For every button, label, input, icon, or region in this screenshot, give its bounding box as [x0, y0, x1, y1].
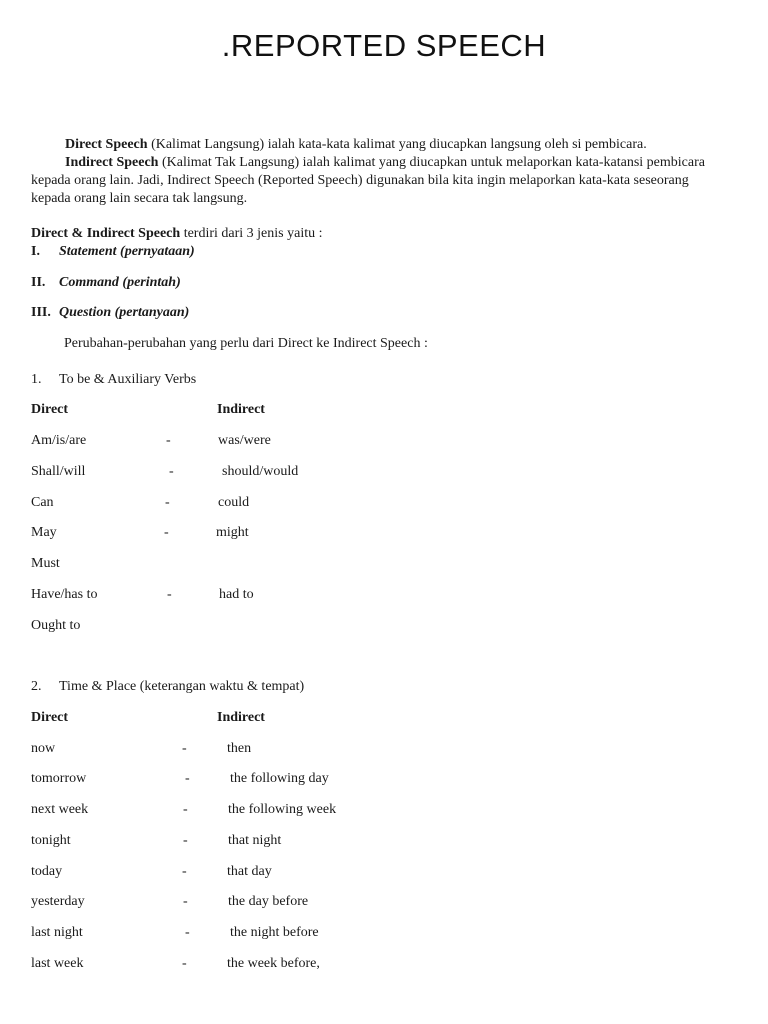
- dash-cell: -: [166, 433, 171, 448]
- column-header-indirect: Indirect: [217, 710, 265, 725]
- dash-cell: -: [185, 925, 190, 940]
- type-label: Statement (pernyataan): [59, 244, 195, 259]
- direct-cell: last week: [31, 956, 84, 971]
- dash-cell: -: [183, 802, 188, 817]
- direct-cell: today: [31, 864, 63, 879]
- table-row: [31, 956, 731, 974]
- indirect-cell: the day before: [228, 894, 309, 909]
- direct-cell: now: [31, 741, 56, 756]
- type-label: Command (perintah): [59, 275, 181, 290]
- types-heading: [31, 226, 322, 242]
- type-item: [31, 305, 189, 321]
- indirect-cell: could: [218, 495, 250, 510]
- changes-intro: Perubahan-perubahan yang perlu dari Direct ke Indirect Speech :: [64, 336, 428, 351]
- dash-cell: -: [182, 864, 187, 879]
- table-row: [31, 556, 731, 574]
- table-row: [31, 833, 731, 851]
- page-title: .REPORTED SPEECH: [221, 28, 547, 63]
- type-label: Question (pertanyaan): [59, 305, 190, 320]
- type-item: [31, 244, 195, 260]
- type-item: [31, 275, 181, 291]
- indirect-cell: the following week: [228, 802, 337, 817]
- dash-cell: -: [182, 741, 187, 756]
- section-1-title: To be & Auxiliary Verbs: [59, 372, 197, 387]
- direct-cell: next week: [31, 802, 89, 817]
- indirect-cell: the week before,: [227, 956, 320, 971]
- table-row: [31, 464, 731, 482]
- direct-cell: Can: [31, 495, 54, 510]
- indirect-cell: was/were: [218, 433, 271, 448]
- indirect-cell: the following day: [230, 771, 329, 786]
- indirect-cell: might: [216, 525, 249, 540]
- indirect-cell: that day: [227, 864, 272, 879]
- type-number: III.: [31, 305, 51, 320]
- table-row: [31, 925, 731, 943]
- dash-cell: -: [182, 956, 187, 971]
- direct-speech-text: (Kalimat Langsung) ialah kata-kata kalimat yang diucapkan langsung oleh si pembicara.: [147, 137, 647, 152]
- section-1-header-row: [31, 402, 731, 420]
- indirect-speech-definition: [31, 154, 731, 208]
- column-header-direct: Direct: [31, 402, 69, 417]
- indirect-speech-term: Indirect Speech: [65, 155, 159, 170]
- dash-cell: -: [165, 495, 170, 510]
- intro-section: [31, 136, 731, 208]
- direct-cell: Have/has to: [31, 587, 98, 602]
- direct-cell: tomorrow: [31, 771, 87, 786]
- indirect-cell: that night: [228, 833, 282, 848]
- column-header-direct: Direct: [31, 710, 69, 725]
- table-row: [31, 618, 731, 636]
- direct-speech-term: Direct Speech: [65, 137, 148, 152]
- section-2-header-row: [31, 710, 731, 728]
- table-row: [31, 741, 731, 759]
- table-row: [31, 433, 731, 451]
- direct-cell: Must: [31, 556, 60, 571]
- types-heading-term: Direct & Indirect Speech: [31, 226, 181, 241]
- table-row: [31, 864, 731, 882]
- table-row: [31, 495, 731, 513]
- dash-cell: -: [167, 587, 172, 602]
- table-row: [31, 894, 731, 912]
- table-row: [31, 587, 731, 605]
- indirect-cell: then: [227, 741, 252, 756]
- direct-cell: tonight: [31, 833, 71, 848]
- direct-cell: May: [31, 525, 57, 540]
- section-2-heading: [31, 679, 304, 695]
- direct-cell: Am/is/are: [31, 433, 87, 448]
- types-heading-text: terdiri dari 3 jenis yaitu :: [180, 226, 323, 241]
- dash-cell: -: [164, 525, 169, 540]
- dash-cell: -: [169, 464, 174, 479]
- table-row: [31, 771, 731, 789]
- section-2-number: 2.: [31, 679, 42, 694]
- column-header-indirect: Indirect: [217, 402, 265, 417]
- type-number: II.: [31, 275, 46, 290]
- direct-cell: Ought to: [31, 618, 81, 633]
- indirect-speech-text: (Kalimat Tak Langsung) ialah kalimat yang diucapkan untuk melaporkan kata-katansi pembicara kepada orang lain. Jadi, Indirect Speech (Reported Speech) digunakan bila kita ingin melaporkan kata-kata seseorang kepada orang lain secara tak langsung.: [31, 155, 705, 206]
- indirect-cell: the night before: [230, 925, 319, 940]
- indirect-cell: should/would: [222, 464, 299, 479]
- section-1-number: 1.: [31, 372, 42, 387]
- section-2-title: Time & Place (keterangan waktu & tempat): [59, 679, 305, 694]
- indirect-cell: had to: [219, 587, 254, 602]
- direct-speech-definition: [31, 136, 731, 154]
- type-number: I.: [31, 244, 40, 259]
- dash-cell: -: [183, 894, 188, 909]
- direct-cell: yesterday: [31, 894, 85, 909]
- direct-cell: last night: [31, 925, 83, 940]
- section-1-heading: [31, 372, 196, 388]
- dash-cell: -: [183, 833, 188, 848]
- dash-cell: -: [185, 771, 190, 786]
- table-row: [31, 802, 731, 820]
- direct-cell: Shall/will: [31, 464, 86, 479]
- table-row: [31, 525, 731, 543]
